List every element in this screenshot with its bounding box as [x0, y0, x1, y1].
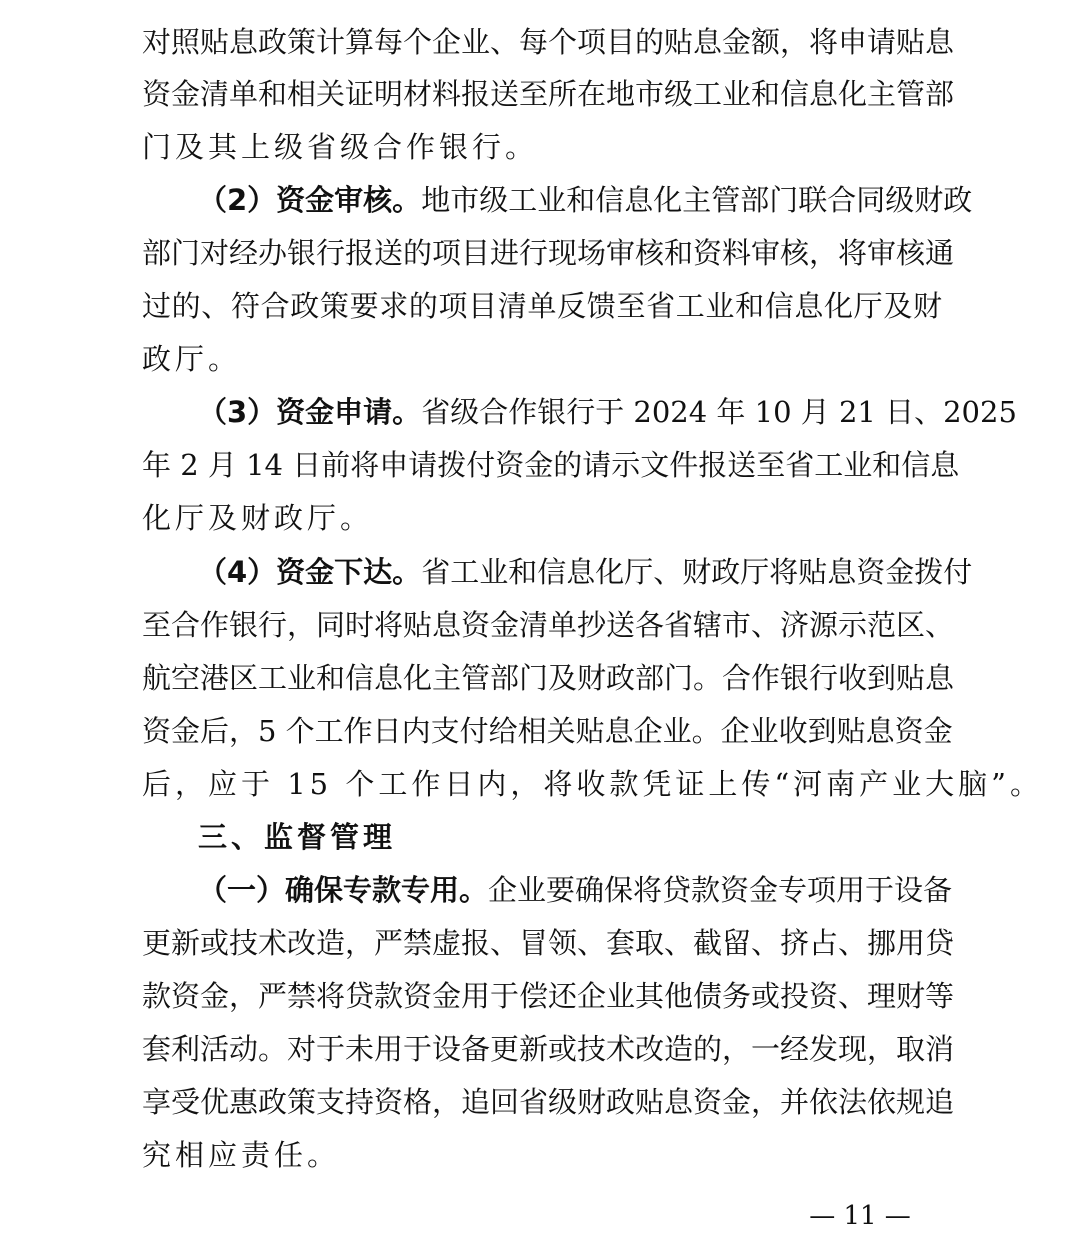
paragraph-line: 更新或技术改造，严禁虚报、冒领、套取、截留、挤占、挪用贷	[142, 926, 955, 960]
item-4-label: （4）资金下达。	[198, 555, 422, 589]
paragraph-line: 化厅及财政厅。	[142, 501, 374, 535]
item-2-label: （2）资金审核。	[198, 183, 422, 217]
paragraph-line: 年 2 月 14 日前将申请拨付资金的请示文件报送至省工业和信息	[142, 448, 960, 482]
paragraph-line: 享受优惠政策支持资格，追回省级财政贴息资金，并依法依规追	[142, 1085, 955, 1119]
page-number: — 11 —	[809, 1201, 911, 1231]
paragraph-line: 后，应于 15 个工作日内，将收款凭证上传“河南产业大脑”。	[142, 767, 1043, 801]
item-4-first-line	[198, 552, 973, 592]
item-3-first-line	[198, 392, 1017, 432]
item-3-label: （3）资金申请。	[198, 395, 422, 429]
paragraph-line: 至合作银行，同时将贴息资金清单抄送各省辖市、济源示范区、	[142, 608, 955, 642]
section-heading: 三、监督管理	[198, 820, 397, 854]
paragraph-line: 过的、符合政策要求的项目清单反馈至省工业和信息化厅及财	[142, 289, 942, 323]
paragraph-line: 部门对经办银行报送的项目进行现场审核和资料审核，将审核通	[142, 236, 955, 270]
item-3-text: 省级合作银行于 2024 年 10 月 21 日、2025	[421, 395, 1017, 429]
paragraph-line: 门及其上级省级合作银行。	[142, 130, 539, 164]
paragraph-line: 套利活动。对于未用于设备更新或技术改造的，一经发现，取消	[142, 1032, 955, 1066]
paragraph-line: 政厅。	[142, 342, 242, 376]
paragraph-line: 对照贴息政策计算每个企业、每个项目的贴息金额，将申请贴息	[142, 25, 955, 59]
item-2-first-line	[198, 180, 973, 220]
paragraph-line: 究相应责任。	[142, 1138, 341, 1172]
paragraph-line: 资金后，5 个工作日内支付给相关贴息企业。企业收到贴息资金	[142, 714, 953, 748]
sub-1-text: 企业要确保将贷款资金专项用于设备	[488, 873, 953, 907]
item-2-text: 地市级工业和信息化主管部门联合同级财政	[421, 183, 973, 217]
item-4-text: 省工业和信息化厅、财政厅将贴息资金拨付	[421, 555, 973, 589]
paragraph-line: 款资金，严禁将贷款资金用于偿还企业其他债务或投资、理财等	[142, 979, 955, 1013]
paragraph-line: 资金清单和相关证明材料报送至所在地市级工业和信息化主管部	[142, 77, 955, 111]
sub-1-first-line	[198, 870, 953, 910]
paragraph-line: 航空港区工业和信息化主管部门及财政部门。合作银行收到贴息	[142, 661, 955, 695]
sub-1-label: （一）确保专款专用。	[198, 873, 489, 907]
